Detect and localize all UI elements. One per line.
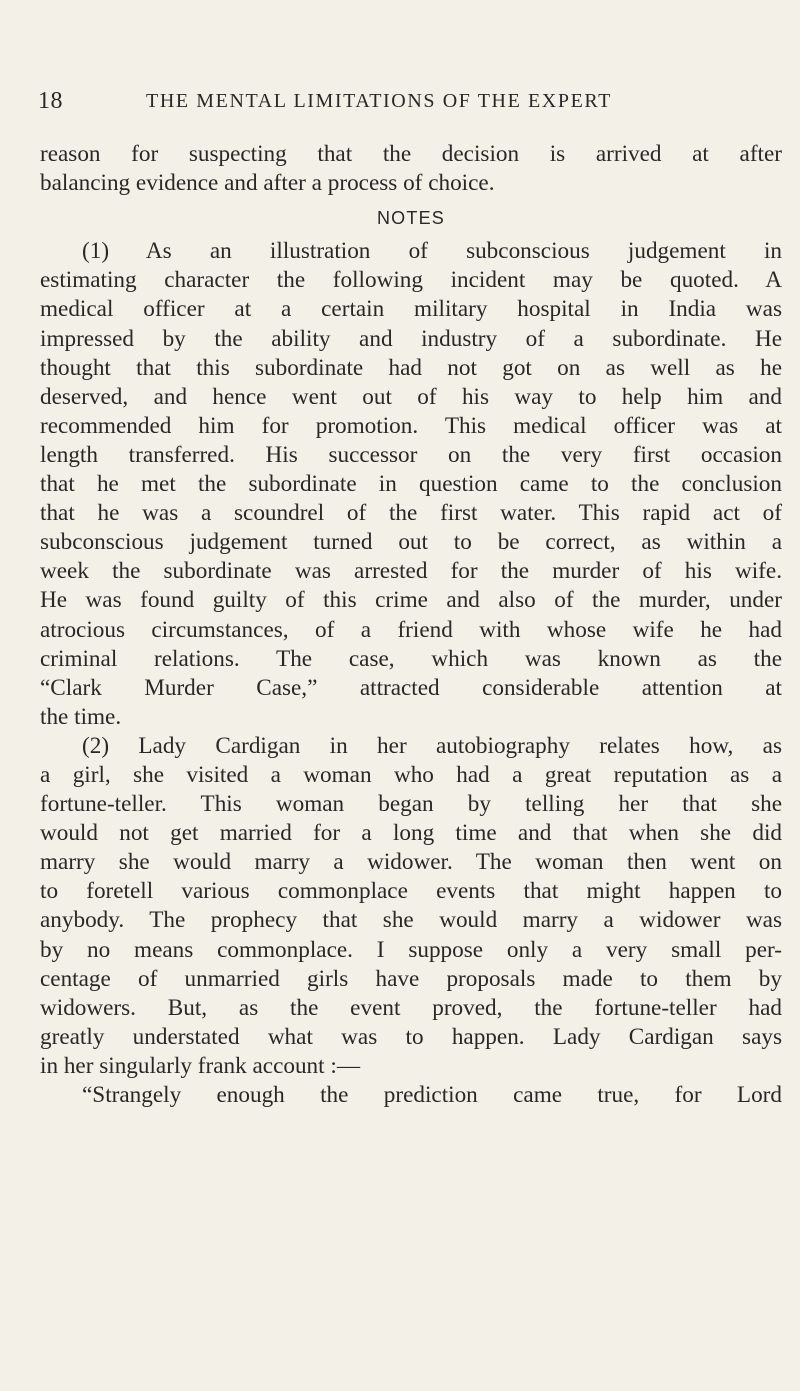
text-line: a girl, she visited a woman who had a great reputation as a xyxy=(40,761,782,788)
text-line: criminal relations. The case, which was known as the xyxy=(40,645,782,672)
text-line: week the subordinate was arrested for the murder of his wife. xyxy=(40,558,782,585)
text-line: recommended him for promotion. This medical officer was at xyxy=(40,412,782,439)
body-text xyxy=(40,140,782,1110)
text-line: centage of unmarried girls have proposals made to them by xyxy=(40,965,782,992)
text-line: atrocious circumstances, of a friend with whose wife he had xyxy=(40,616,782,643)
text-line: would not get married for a long time and that when she did xyxy=(40,820,782,847)
text-line: deserved, and hence went out of his way to help him and xyxy=(40,383,782,410)
note-1-paragraph xyxy=(40,237,782,732)
text-line: “Clark Murder Case,” attracted considerable attention at xyxy=(40,674,782,701)
text-line: that he was a scoundrel of the first water. This rapid act of xyxy=(40,500,782,527)
text-line: marry she would marry a widower. The woman then went on xyxy=(40,849,782,876)
text-line: fortune-teller. This woman began by telling her that she xyxy=(40,791,782,818)
page-header xyxy=(38,88,778,118)
text-line: in her singularly frank account :— xyxy=(40,1052,361,1079)
text-line: estimating character the following incident may be quoted. A xyxy=(40,267,782,294)
text-line: that he met the subordinate in question came to the conclusion xyxy=(40,471,782,498)
quote-line: “Strangely enough the prediction came true, for Lord xyxy=(82,1082,782,1108)
text-line: widowers. But, as the event proved, the fortune-teller had xyxy=(40,994,782,1021)
text-line: balancing evidence and after a process of choice. xyxy=(40,170,495,197)
text-line: the time. xyxy=(40,703,122,730)
text-line: (1) As an illustration of subconscious judgement in xyxy=(82,238,782,265)
notes-heading: NOTES xyxy=(376,208,445,229)
text-line: anybody. The prophecy that she would marry a widower was xyxy=(40,907,782,934)
text-line: by no means commonplace. I suppose only a very small per- xyxy=(40,936,782,963)
intro-paragraph xyxy=(40,140,782,198)
text-line: He was found guilty of this crime and also of the murder, under xyxy=(40,587,782,614)
text-line: medical officer at a certain military hospital in India was xyxy=(40,296,782,323)
text-line: to foretell various commonplace events that might happen to xyxy=(40,878,782,905)
text-line: impressed by the ability and industry of a subordinate. He xyxy=(40,325,782,352)
text-line: greatly understated what was to happen. Lady Cardigan says xyxy=(40,1023,782,1050)
running-title: THE MENTAL LIMITATIONS OF THE EXPERT xyxy=(146,90,612,112)
text-line: thought that this subordinate had not got on as well as he xyxy=(40,354,782,381)
text-line: subconscious judgement turned out to be correct, as within a xyxy=(40,529,782,556)
text-line: reason for suspecting that the decision is arrived at after xyxy=(40,141,782,167)
text-line: (2) Lady Cardigan in her autobiography relates how, as xyxy=(82,732,782,759)
page-number: 18 xyxy=(38,88,63,114)
text-line: length transferred. His successor on the very first occasion xyxy=(40,441,782,468)
note-2-paragraph xyxy=(40,732,782,1110)
